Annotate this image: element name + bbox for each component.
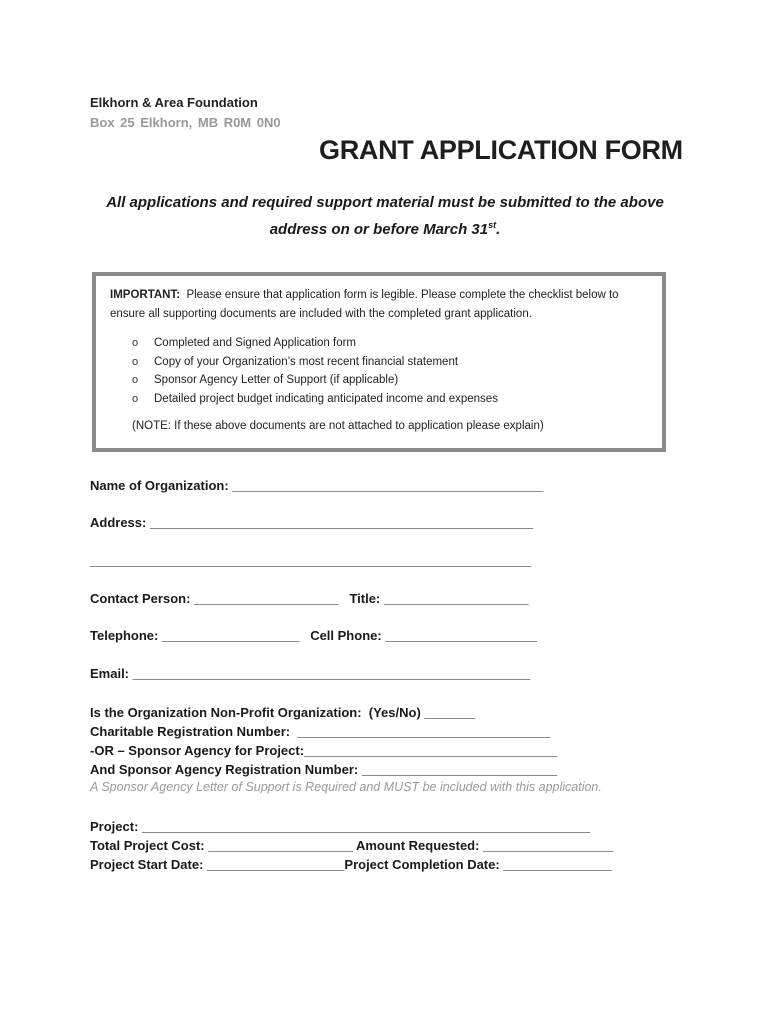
organization-address: Box 25 Elkhorn, MB R0M 0N0	[90, 115, 281, 130]
important-notice-box	[92, 272, 666, 452]
checklist-item-label: Detailed project budget indicating anticipated income and expenses	[154, 392, 498, 405]
submission-superscript: st	[488, 220, 497, 230]
circle-bullet-icon: o	[132, 337, 139, 349]
submission-text: All applications and required support material must be submitted to the above address on or before March 31	[106, 194, 664, 238]
project-field[interactable]: Project: ______________________________________________________________	[90, 819, 591, 834]
circle-bullet-icon: o	[132, 355, 139, 368]
document-checklist	[132, 334, 498, 408]
sponsor-agency-field[interactable]: -OR – Sponsor Agency for Project:___________________________________	[90, 743, 558, 758]
notice-note: (NOTE: If these above documents are not attached to application please explain)	[132, 420, 544, 432]
sponsor-letter-hint: A Sponsor Agency Letter of Support is Required and MUST be included with this application.	[90, 780, 602, 794]
address-line2-field[interactable]: _____________________________________________________________	[90, 553, 532, 568]
checklist-item-label: Sponsor Agency Letter of Support (if applicable)	[154, 374, 399, 386]
circle-bullet-icon: o	[132, 374, 139, 386]
checklist-item	[132, 390, 498, 409]
email-field[interactable]: Email: _______________________________________________________	[90, 666, 531, 681]
project-dates-field[interactable]: Project Start Date: ___________________Project Completion Date: _______________	[90, 857, 612, 872]
checklist-item	[132, 353, 498, 372]
cost-amount-field[interactable]: Total Project Cost: ____________________ Amount Requested: __________________	[90, 838, 614, 853]
checklist-item	[132, 334, 498, 353]
circle-bullet-icon: o	[132, 392, 139, 405]
notice-body: Please ensure that application form is legible. Please complete the checklist below to ensure all supporting documents are included with the completed grant application.	[110, 289, 619, 320]
checklist-item	[132, 371, 498, 390]
submission-end: .	[496, 221, 501, 238]
checklist-item-label: Completed and Signed Application form	[154, 337, 357, 349]
organization-name: Elkhorn & Area Foundation	[90, 95, 258, 110]
charitable-registration-field[interactable]: Charitable Registration Number: ___________________________________	[90, 724, 551, 739]
contact-title-field[interactable]: Contact Person: ____________________ Title: ____________________	[90, 591, 529, 606]
sponsor-registration-field[interactable]: And Sponsor Agency Registration Number: ___________________________	[90, 762, 558, 777]
notice-text	[110, 286, 650, 324]
checklist-item-label: Copy of your Organization’s most recent financial statement	[154, 355, 459, 368]
organization-name-field[interactable]: Name of Organization: ___________________________________________	[90, 478, 544, 493]
page-title: GRANT APPLICATION FORM	[319, 135, 683, 165]
submission-instructions	[90, 192, 680, 241]
telephone-cell-field[interactable]: Telephone: ___________________ Cell Phone: _____________________	[90, 628, 538, 643]
notice-label: IMPORTANT:	[110, 289, 181, 301]
nonprofit-field[interactable]: Is the Organization Non-Profit Organization: (Yes/No) _______	[90, 705, 476, 720]
address-field[interactable]: Address: _____________________________________________________	[90, 515, 534, 530]
